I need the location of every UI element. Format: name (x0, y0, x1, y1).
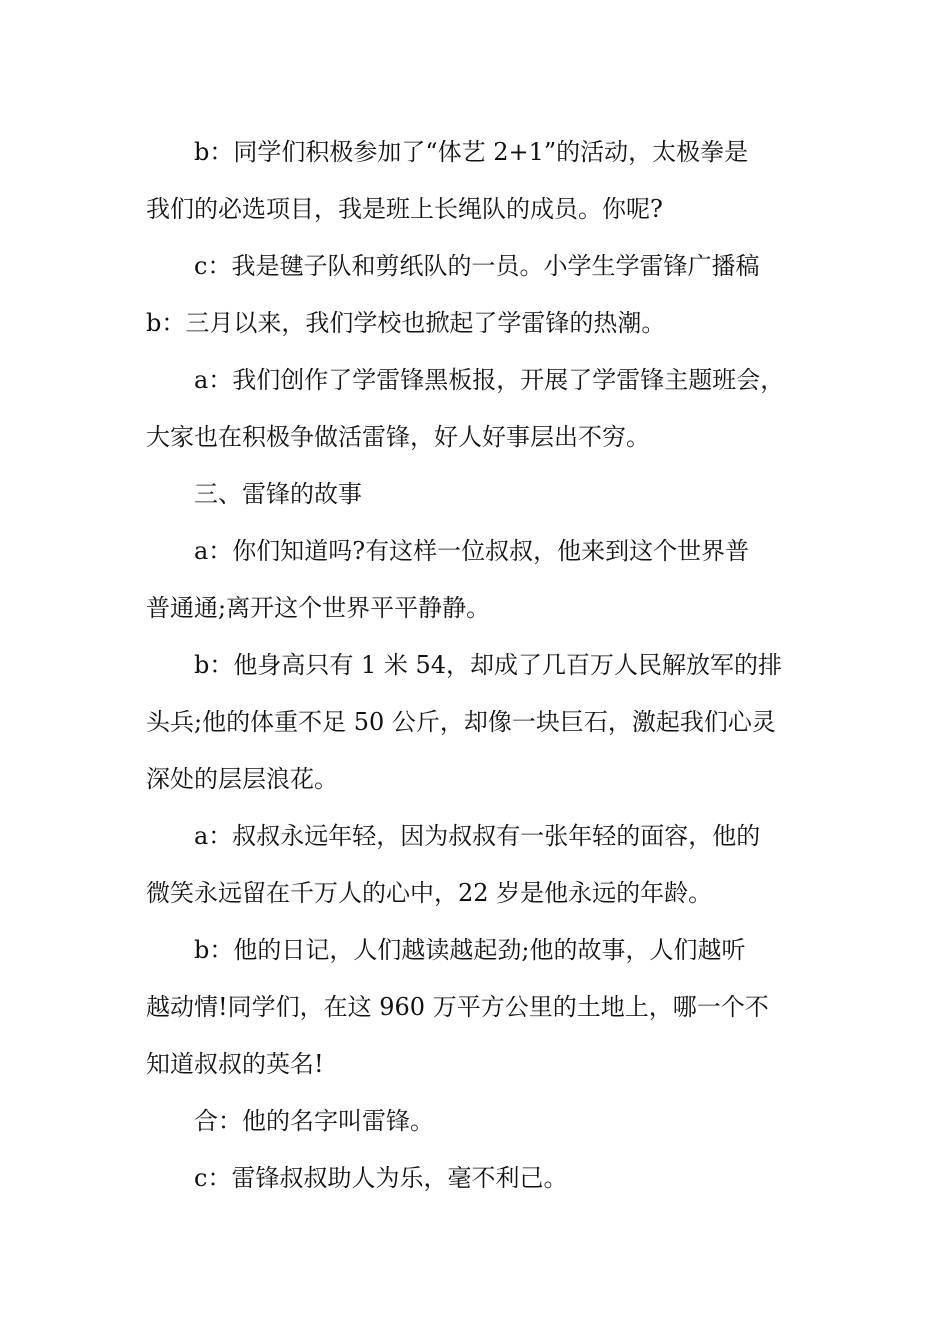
paragraph-line: c：雷锋叔叔助人为乐，毫不利己。 (194, 1164, 568, 1192)
paragraph-line: 知道叔叔的英名! (146, 1050, 324, 1078)
paragraph-line: 越动情!同学们，在这 960 万平方公里的土地上，哪一个不 (146, 993, 769, 1021)
paragraph-line: 我们的必选项目，我是班上长绳队的成员。你呢? (146, 195, 663, 223)
paragraph-line: c：我是毽子队和剪纸队的一员。小学生学雷锋广播稿 (194, 252, 760, 280)
paragraph-line: 三、雷锋的故事 (194, 480, 362, 508)
paragraph-line: 微笑永远留在千万人的心中，22 岁是他永远的年龄。 (146, 879, 713, 907)
paragraph-line: a：叔叔永远年轻，因为叔叔有一张年轻的面容，他的 (194, 822, 761, 850)
paragraph-line: a：我们创作了学雷锋黑板报，开展了学雷锋主题班会， (194, 366, 785, 394)
paragraph-line: 深处的层层浪花。 (146, 765, 338, 793)
paragraph-6 (146, 523, 816, 637)
paragraph-line: b：他的日记，人们越读越起劲;他的故事，人们越听 (194, 936, 746, 964)
paragraph-10 (146, 1093, 816, 1150)
section-heading (146, 466, 816, 523)
paragraph-9 (146, 922, 816, 1093)
document-body (146, 124, 816, 1207)
paragraph-line: 大家也在积极争做活雷锋，好人好事层出不穷。 (146, 423, 650, 451)
paragraph-8 (146, 808, 816, 922)
paragraph-1 (146, 124, 816, 238)
paragraph-2 (146, 238, 816, 295)
paragraph-line: 头兵;他的体重不足 50 公斤，却像一块巨石，激起我们心灵 (146, 708, 776, 736)
paragraph-line: a：你们知道吗?有这样一位叔叔，他来到这个世界普 (194, 537, 750, 565)
paragraph-7 (146, 637, 816, 808)
paragraph-3 (146, 295, 816, 352)
paragraph-4 (146, 352, 816, 466)
paragraph-line: b：同学们积极参加了“体艺 2+1”的活动，太极拳是 (194, 138, 749, 166)
paragraph-line: b：三月以来，我们学校也掀起了学雷锋的热潮。 (146, 309, 666, 337)
paragraph-line: b：他身高只有 1 米 54，却成了几百万人民解放军的排 (194, 651, 783, 679)
paragraph-line: 普通通;离开这个世界平平静静。 (146, 594, 491, 622)
paragraph-line: 合：他的名字叫雷锋。 (194, 1107, 434, 1135)
paragraph-11 (146, 1150, 816, 1207)
